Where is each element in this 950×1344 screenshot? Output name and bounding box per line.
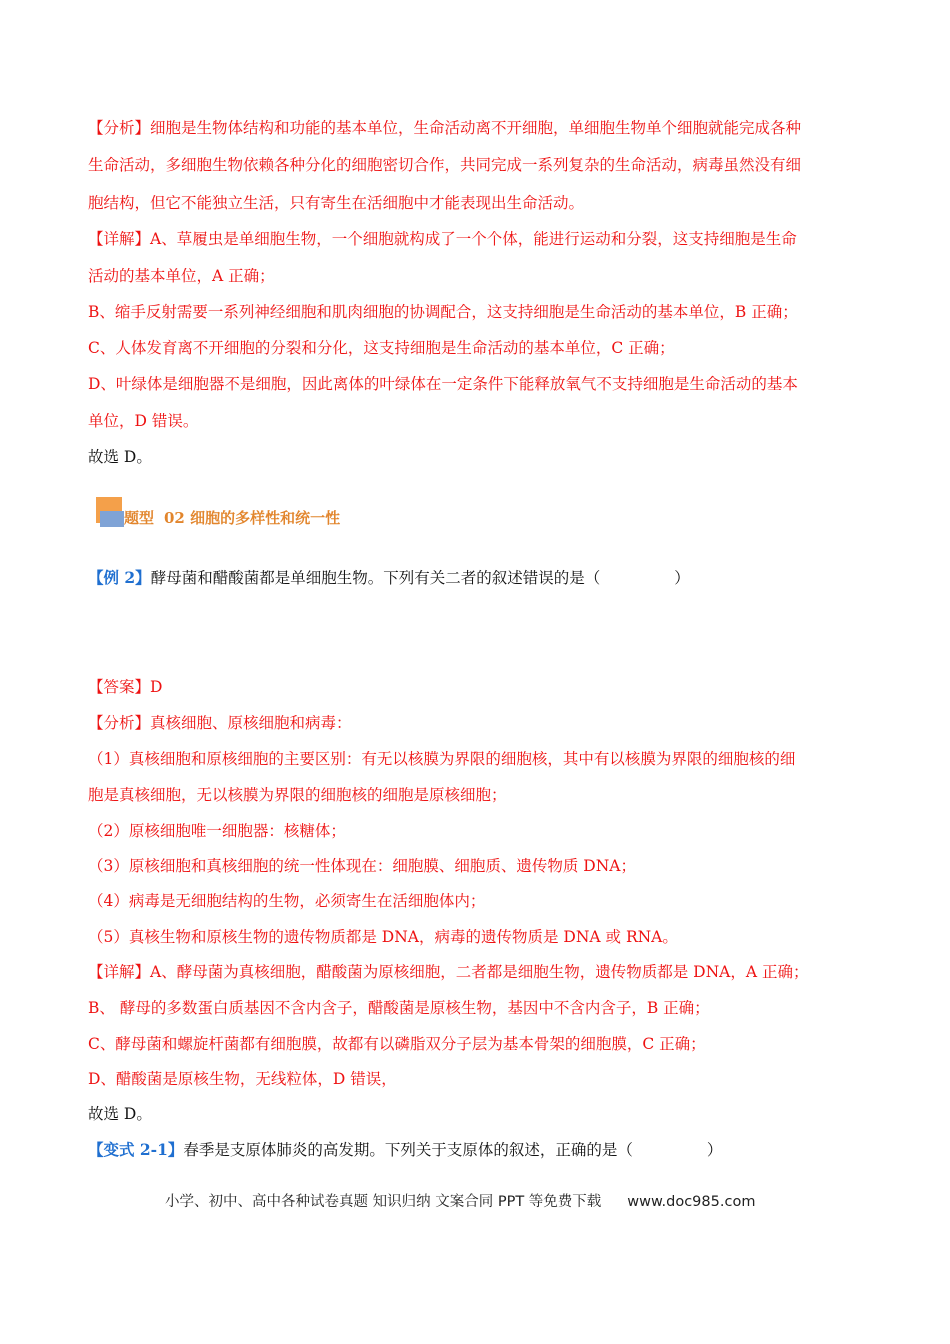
footer-text: 小学、初中、高中各种试卷真题 知识归纳 文案合同 PPT 等免费下载 <box>165 1194 602 1210</box>
page-footer <box>165 1190 755 1211</box>
analysis2-line-5: （4）病毒是无细胞结构的生物，必须寄生在活细胞体内； <box>88 892 486 910</box>
variant-stem: 【变式 2-1】春季是支原体肺炎的高发期。下列关于支原体的叙述，正确的是（ ） <box>88 1140 723 1159</box>
variant-tag: 【变式 2-1】 <box>88 1140 184 1159</box>
analysis2-line-1: （1）真核细胞和原核细胞的主要区别：有无以核膜为界限的细胞核，其中有以核膜为界限的细胞核的细 <box>88 750 796 768</box>
section-title: 02 细胞的多样性和统一性 <box>164 509 341 527</box>
detail-line-6: 单位，D 错误。 <box>88 412 199 430</box>
section-badge-shadow-icon <box>100 511 124 527</box>
detail-line-2: 活动的基本单位，A 正确； <box>88 267 275 285</box>
analysis2-line-6: （5）真核生物和原核生物的遗传物质都是 DNA，病毒的遗传物质是 DNA 或 RNA。 <box>88 928 678 946</box>
detail-line-1: 【详解】A、草履虫是单细胞生物，一个细胞就构成了一个个体，能进行运动和分裂，这支持细胞是生命 <box>88 230 797 248</box>
detail2-line-4: D、醋酸菌是原核生物，无线粒体，D 错误， <box>88 1070 397 1088</box>
choice-line-1: 故选 D。 <box>88 448 152 466</box>
analysis-tag: 【分析】 <box>88 119 151 137</box>
answer-value: D <box>150 678 163 696</box>
detail2-line-3: C、酵母菌和螺旋杆菌都有细胞膜，故都有以磷脂双分子层为基本骨架的细胞膜，C 正确； <box>88 1035 706 1053</box>
answer-tag: 【答案】 <box>88 678 151 696</box>
detail-line-5: D、叶绿体是细胞器不是细胞，因此离体的叶绿体在一定条件下能释放氧气不支持细胞是生命活动的基本 <box>88 375 798 393</box>
analysis2-line-0: 【分析】真核细胞、原核细胞和病毒： <box>88 714 352 732</box>
example-stem: 【例 2】酵母菌和醋酸菌都是单细胞生物。下列有关二者的叙述错误的是（ ） <box>88 568 690 587</box>
detail-line-4: C、人体发育离不开细胞的分裂和分化，这支持细胞是生命活动的基本单位，C 正确； <box>88 339 675 357</box>
analysis2-line-2: 胞是真核细胞，无以核膜为界限的细胞核的细胞是原核细胞； <box>88 786 507 804</box>
example-tag: 【例 2】 <box>88 568 151 587</box>
emphasis-mark: 误 <box>538 569 554 587</box>
detail2-tag: 【详解】 <box>88 963 151 981</box>
analysis2-line-4: （3）原核细胞和真核细胞的统一性体现在：细胞膜、细胞质、遗传物质 DNA； <box>88 857 636 875</box>
detail-line-3: B、缩手反射需要一系列神经细胞和肌肉细胞的协调配合，这支持细胞是生命活动的基本单位，B 正确； <box>88 303 798 321</box>
section-header <box>96 497 396 531</box>
answer-line <box>88 677 860 697</box>
analysis-line-3: 胞结构，但它不能独立生活，只有寄生在活细胞中才能表现出生命活动。 <box>88 194 585 212</box>
section-label: 题型 <box>124 509 155 527</box>
analysis-line-2: 生命活动，多细胞生物依赖各种分化的细胞密切合作，共同完成一系列复杂的生命活动，病毒虽然没有细 <box>88 156 802 174</box>
analysis2-tag: 【分析】 <box>88 714 151 732</box>
detail2-line-2: B、 酵母的多数蛋白质基因不含内含子，醋酸菌是原核生物，基因中不含内含子，B 正确； <box>88 999 710 1017</box>
analysis-line-1: 【分析】细胞是生物体结构和功能的基本单位，生命活动离不开细胞，单细胞生物单个细胞就能完成各种 <box>88 119 802 137</box>
emphasis-mark: 错 <box>522 569 539 587</box>
detail2-line-1: 【详解】A、酵母菌为真核细胞，醋酸菌为原核细胞，二者都是细胞生物，遗传物质都是 DNA，A 正确； <box>88 963 809 981</box>
detail-tag: 【详解】 <box>88 230 151 248</box>
choice-line-2: 故选 D。 <box>88 1105 152 1123</box>
analysis2-line-3: （2）原核细胞唯一细胞器：核糖体； <box>88 822 346 840</box>
footer-url[interactable]: www.doc985.com <box>627 1194 756 1210</box>
